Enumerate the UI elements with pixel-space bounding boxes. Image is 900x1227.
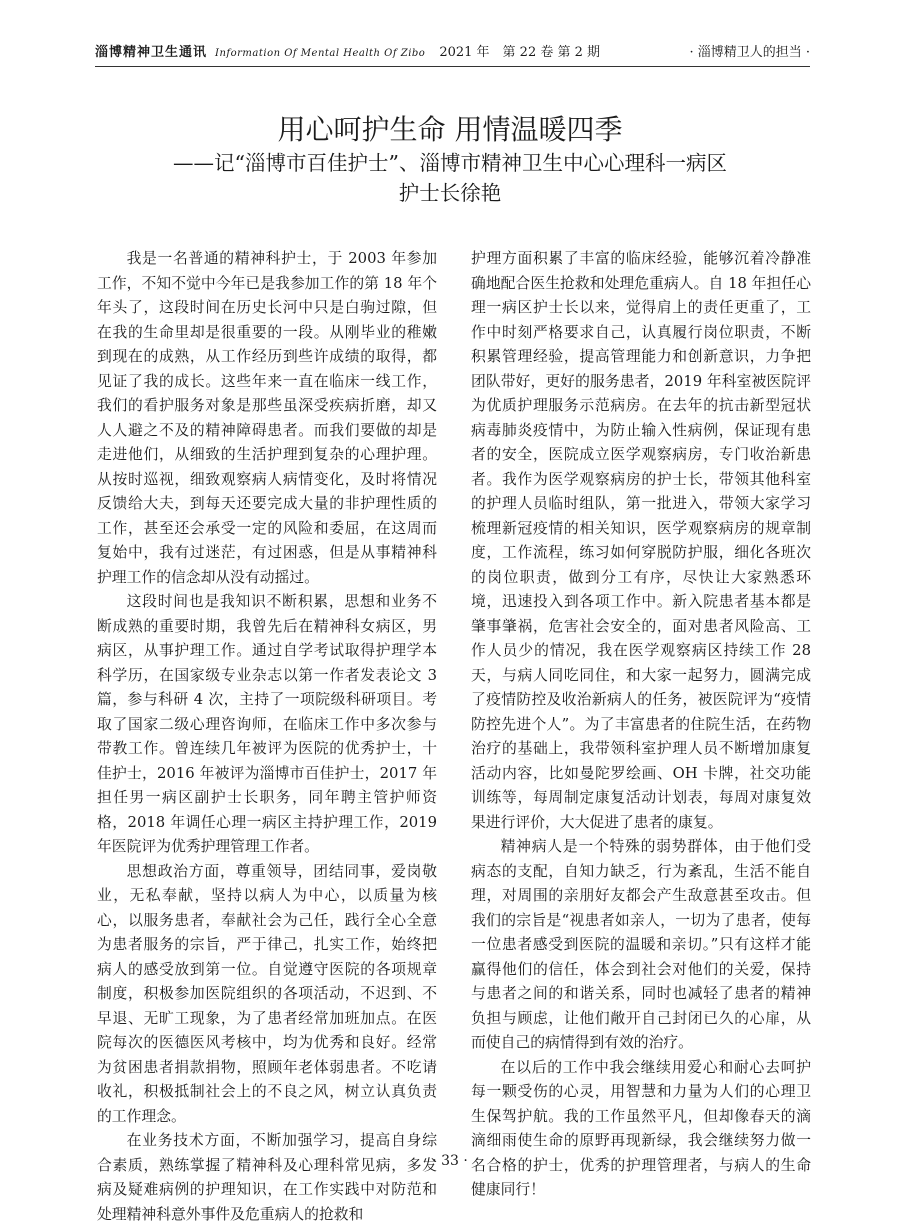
section-label: · 淄博精卫人的担当 · [689,45,810,60]
paragraph: 护理方面积累了丰富的临床经验，能够沉着冷静准确地配合医生抢救和处理危重病人。自 18 年担任心理一病区护士长以来，觉得肩上的责任更重了，工作中时刻严格要求自己，认真履行岗位职责，不断积累管理经验，提高管理能力和创新意识，力争把团队带好，更好的服务患者，2019 年科室被医院评为优质护理服务示范病房。在去年的抗击新型冠状病毒肺炎疫情中，为防止输入性病例，保证现有患者的安全，医院成立医学观察病房，专门收治新患者。我作为医学观察病房的护士长，带领其他科室的护理人员临时组队，第一批进入，带领大家学习梳理新冠疫情的相关知识，医学观察病房的规章制度，工作流程，练习如何穿脱防护服，细化各班次的岗位职责，做到分工有序，尽快让大家熟悉环境，迅速投入到各项工作中。新入院患者基本都是肇事肇祸，危害社会安全的，面对患者风险高、工作人员少的情况，我在医学观察病区持续工作 28 天，与病人同吃同住，和大家一起努力，圆满完成了疫情防控及收治新病人的任务，被医院评为“疫情防控先进个人”。为了丰富患者的住院生活，在药物治疗的基础上，我带领科室护理人员不断增加康复活动内容，比如曼陀罗绘画、OH 卡牌，社交功能训练等，每周制定康复活动计划表，每周对康复效果进行评价，大大促进了患者的康复。 [471,250,811,831]
paragraph: 在业务技术方面，不断加强学习，提高自身综合素质，熟练掌握了精神科及心理科常见病，多发病及疑难病例的护理知识，在工作实践中对防范和处理精神科意外事件及危重病人的抢救和 [97,1132,437,1223]
paragraph: 在以后的工作中我会继续用爱心和耐心去呵护每一颗受伤的心灵，用智慧和力量为人们的心理卫生保驾护航。我的工作虽然平凡，但却像春天的滴滴细雨使生命的原野再现新绿，我会继续努力做一名合格的护士，优秀的护理管理者，与病人的生命健康同行！ [471,1058,811,1198]
subtitle-line-2: 护士长徐艳 [398,181,502,205]
body-column-right [471,247,811,1203]
article-title: 用心呵护生命 用情温暖四季 [277,113,623,146]
issue-info: 2021 年 第 22 卷 第 2 期 [439,45,601,60]
running-header [95,40,810,67]
page-number: · 33 · [432,1153,468,1169]
subtitle-line-1: ——记“淄博市百佳护士”、淄博市精神卫生中心心理科一病区 [173,151,727,175]
journal-name-english: Information Of Mental Health Of Zibo [215,48,426,59]
body-column-left [97,247,437,1227]
paragraph: 这段时间也是我知识不断积累，思想和业务不断成熟的重要时期，我曾先后在精神科女病区，男病区，从事护理工作。通过自学考试取得护理学本科学历，在国家级专业杂志以第一作者发表论文 3 篇，参与科研 4 次，主持了一项院级科研项目。考取了国家二级心理咨询师，在临床工作中多次参与带教工作。曾连续几年被评为医院的优秀护士，十佳护士，2016 年被评为淄博市百佳护士，2017 年担任男一病区副护士长职务，同年聘主管护师资格，2018 年调任心理一病区主持护理工作，2019 年医院评为优秀护理管理工作者。 [97,593,437,855]
article-subtitle [90,148,810,208]
journal-name: 淄博精神卫生通讯 [95,45,208,60]
paragraph: 精神病人是一个特殊的弱势群体，由于他们受病态的支配，自知力缺乏，行为紊乱，生活不能自理，对周围的亲朋好友都会产生敌意甚至攻击。但我们的宗旨是“视患者如亲人，一切为了患者，使每一位患者感受到医院的温暖和亲切。”只有这样才能赢得他们的信任，体会到社会对他们的关爱，保持与患者之间的和谐关系，同时也减轻了患者的精神负担与顾虑，让他们敞开自己封闭已久的心扉，从而使自己的病情得到有效的治疗。 [471,838,811,1051]
paragraph: 我是一名普通的精神科护士，于 2003 年参加工作，不知不觉中今年已是我参加工作的第 18 年个年头了，这段时间在历史长河中只是白驹过隙，但在我的生命里却是很重要的一段。从刚毕业的稚嫩到现在的成熟，从工作经历到些许成绩的取得，都见证了我的成长。这些年来一直在临床一线工作，我们的看护服务对象是那些虽深受疾病折磨，却又人人避之不及的精神障碍患者。而我们要做的却是走进他们，从细致的生活护理到复杂的心理护理。从按时巡视，细致观察病人病情变化，及时将情况反馈给大夫，到每天还要完成大量的非护理性质的工作，甚至还会承受一定的风险和委屈，在这周而复始中，我有过迷茫，有过困惑，但是从事精神科护理工作的信念却从没有动摇过。 [97,250,437,586]
journal-info [95,40,600,67]
paragraph: 思想政治方面，尊重领导，团结同事，爱岗敬业，无私奉献，坚持以病人为中心，以质量为核心，以服务患者，奉献社会为己任，践行全心全意为患者服务的宗旨，严于律己，扎实工作，始终把病人的感受放到第一位。自觉遵守医院的各项规章制度，积极参加医院组织的各项活动，不迟到、不早退、无旷工现象，为了患者经常加班加点。在医院每次的医德医风考核中，均为优秀和良好。经常为贫困患者捐款捐物，照顾年老体弱患者。不吃请收礼，积极抵制社会上的不良之风，树立认真负责的工作理念。 [97,862,437,1125]
